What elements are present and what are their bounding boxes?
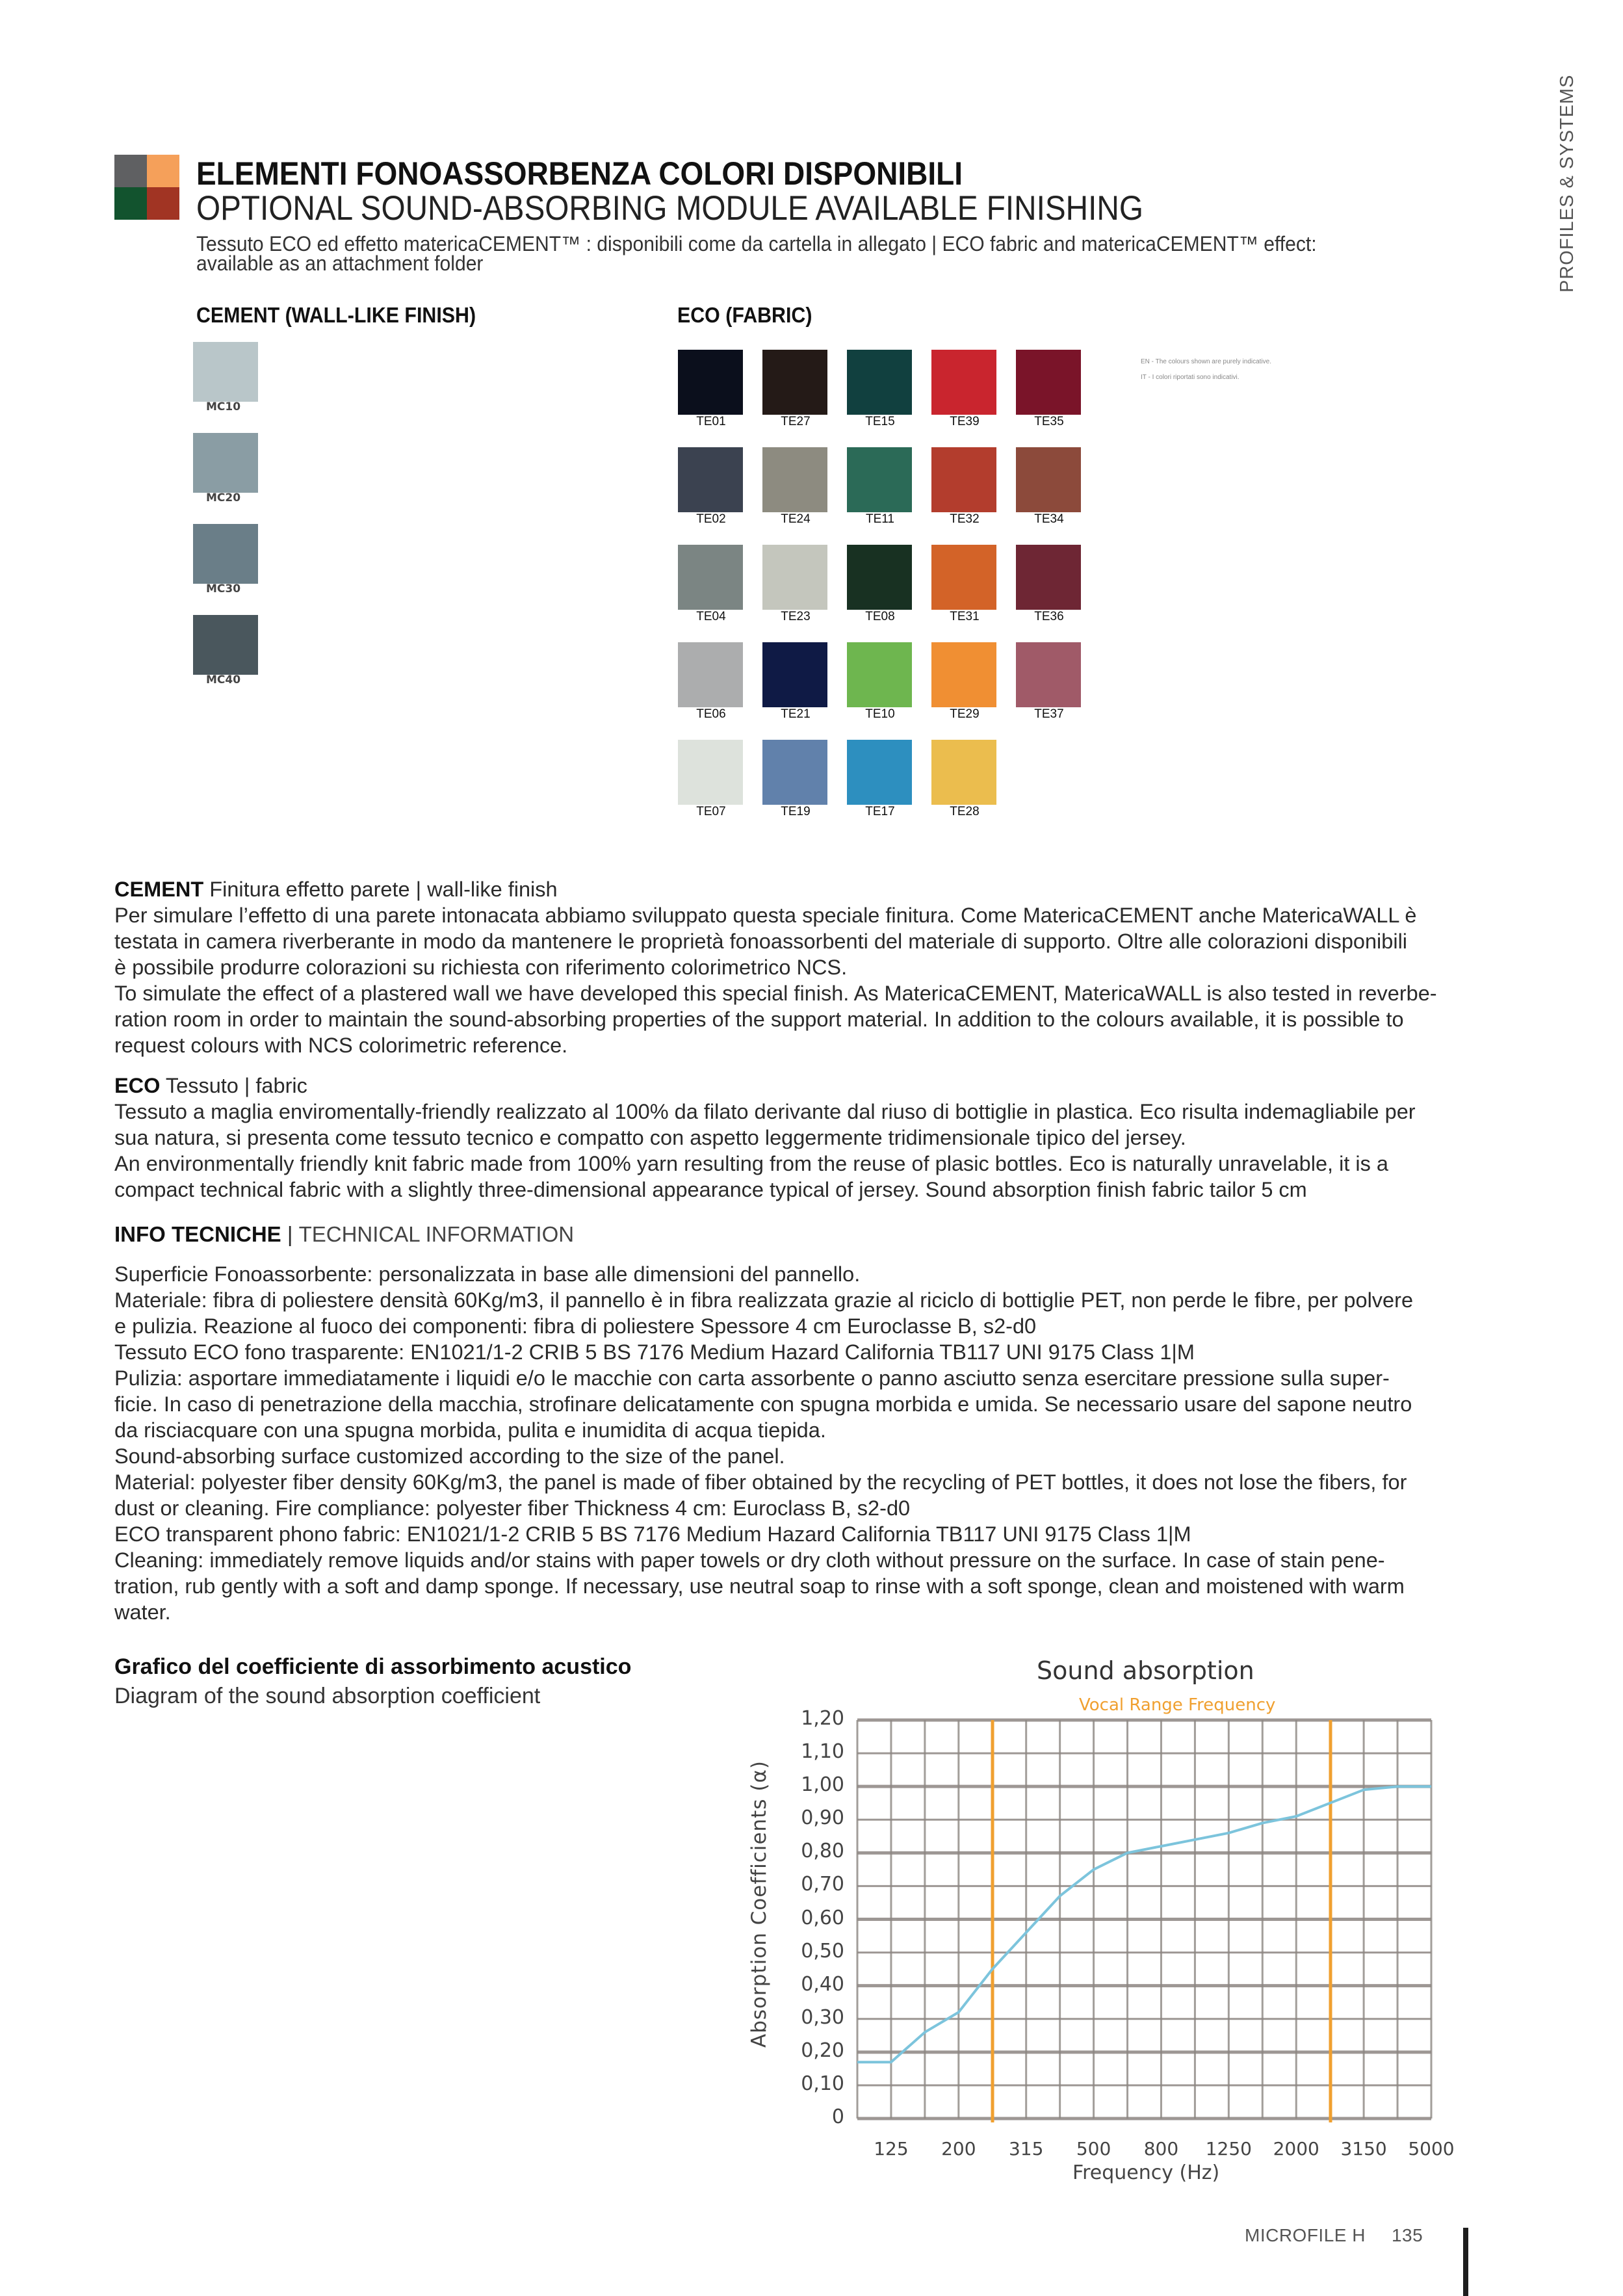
eco-swatch-code: TE06 <box>696 707 726 721</box>
text-line: tration, rub gently with a soft and damp sponge. If necessary, use neutral soap to rinse with a soft sponge, clean and moistened with warm <box>114 1574 1405 1598</box>
chart-y-tick: 0,10 <box>801 2072 844 2095</box>
eco-swatch-code: TE24 <box>781 512 811 526</box>
eco-heading: ECO (FABRIC) <box>677 303 812 327</box>
eco-swatch-code: TE28 <box>950 805 980 818</box>
eco-swatch-code: TE36 <box>1034 610 1064 623</box>
page-number: 135 <box>1391 2225 1423 2245</box>
eco-swatch-code: TE08 <box>865 610 895 623</box>
text-line: dust or cleaning. Fire compliance: polyester fiber Thickness 4 cm: Euroclass B, s2-d0 <box>114 1496 911 1520</box>
chart-y-axis-label: Absorption Coefficients (α) <box>747 1760 771 2048</box>
text-line: Pulizia: asportare immediatamente i liquidi e/o le macchie con carta assorbente o panno asciutto senza esercitare pressione sulla super- <box>114 1366 1390 1390</box>
eco-swatch-code: TE02 <box>696 512 726 526</box>
chart-x-axis-label: Frequency (Hz) <box>1072 2161 1220 2184</box>
page-footer <box>1245 2225 1423 2246</box>
text-line: To simulate the effect of a plastered wall we have developed this special finish. As MatericaCEMENT, MatericaWALL is also tested in reverbe- <box>114 982 1437 1005</box>
eco-swatch-code: TE21 <box>781 707 811 721</box>
info-heading-bold: INFO TECNICHE <box>114 1222 281 1246</box>
text-line: Per simulare l’effetto di una parete intonacata abbiamo sviluppato questa speciale finitura. Come MatericaCEMENT anche MatericaWALL è <box>114 904 1417 927</box>
cement-heading: CEMENT (WALL-LIKE FINISH) <box>196 303 476 327</box>
cement-swatch-code: MC30 <box>206 582 241 595</box>
chart-x-tick: 1250 <box>1205 2138 1252 2159</box>
eco-swatch-code: TE04 <box>696 610 726 623</box>
cement-swatch-code: MC10 <box>206 400 241 413</box>
chart-y-tick: 0,40 <box>801 1972 844 1996</box>
chart-y-tick: 1,10 <box>801 1740 844 1764</box>
chart-y-tick: 0,50 <box>801 1939 844 1963</box>
chart-y-tick: 1,20 <box>801 1707 844 1730</box>
info-heading-separator: | <box>281 1222 299 1246</box>
text-line: Cleaning: immediately remove liquids and/or stains with paper towels or dry cloth without pressure on the surface. In case of stain pene- <box>114 1548 1385 1572</box>
eco-swatch-code: TE31 <box>950 610 980 623</box>
footer-bar <box>1463 2228 1468 2296</box>
chart-y-tick: 0,80 <box>801 1840 844 1863</box>
page-title: ELEMENTI FONOASSORBENZA COLORI DISPONIBILI <box>196 155 963 192</box>
info-heading-light: TECHNICAL INFORMATION <box>298 1222 575 1246</box>
eco-swatch-code: TE32 <box>950 512 980 526</box>
eco-swatch-code: TE34 <box>1034 512 1064 526</box>
chart-y-tick: 0 <box>831 2106 844 2128</box>
text-line: ECO transparent phono fabric: EN1021/1-2 CRIB 5 BS 7176 Medium Hazard California TB117 UNI 9175 Class 1|M <box>114 1522 1191 1546</box>
text-line: water. <box>114 1600 171 1624</box>
text-line: testata in camera riverberante in modo da mantenere le proprietà fonoassorbenti del materiale di supporto. Oltre alle colorazioni disponibili <box>114 930 1408 953</box>
eco-swatch-code: TE17 <box>865 805 895 818</box>
eco-swatch-code: TE15 <box>865 415 895 428</box>
cement-label-light: Finitura effetto parete | wall-like finish <box>203 878 558 901</box>
absorption-curve <box>857 1786 1431 2062</box>
page-subtitle: OPTIONAL SOUND-ABSORBING MODULE AVAILABLE FINISHING <box>196 189 1143 228</box>
eco-swatch-code: TE19 <box>781 805 811 818</box>
chart-x-tick: 125 <box>874 2138 909 2159</box>
chart-y-tick: 0,20 <box>801 2039 844 2062</box>
chart-x-tick: 2000 <box>1273 2138 1319 2159</box>
text-line: è possibile produrre colorazioni su richiesta con riferimento colorimetrico NCS. <box>114 956 848 979</box>
text-line: Superficie Fonoassorbente: personalizzata in base alle dimensioni del pannello. <box>114 1262 861 1286</box>
text-line: Tessuto ECO fono trasparente: EN1021/1-2 CRIB 5 BS 7176 Medium Hazard California TB117 UNI 9175 Class 1|M <box>114 1340 1195 1364</box>
side-section-label: PROFILES & SYSTEMS <box>1557 74 1578 293</box>
text-line: da risciacquare con una spugna morbida, pulita e inumidita di acqua tiepida. <box>114 1418 826 1442</box>
page-description: Tessuto ECO ed effetto matericaCEMENT™ : disponibili come da cartella in allegato | ECO fabric and matericaCEMENT™ effect: available as an attachment folder <box>196 232 1317 275</box>
graph-caption-subtitle: Diagram of the sound absorption coefficient <box>114 1684 541 1708</box>
text-line: Materiale: fibra di poliestere densità 60Kg/m3, il pannello è in fibra realizzata grazie al riciclo di bottiglie PET, non perde le fibre, per polvere <box>114 1288 1414 1312</box>
cement-swatch-code: MC20 <box>206 491 241 504</box>
text-line: e pulizia. Reazione al fuoco dei componenti: fibra di poliestere Spessore 4 cm Euroclasse B, s2-d0 <box>114 1314 1037 1338</box>
text-line: Tessuto a maglia enviromentally-friendly realizzato al 100% da filato derivante dal riuso di bottiglie in plastica. Eco risulta indemagliabile per <box>114 1100 1416 1123</box>
footer-document-name: MICROFILE H <box>1245 2225 1366 2245</box>
eco-swatch-code: TE23 <box>781 610 811 623</box>
text-line: sua natura, si presenta come tessuto tecnico e compatto con aspetto leggermente tridimensionale tipico del jersey. <box>114 1126 1186 1149</box>
eco-swatch-code: TE10 <box>865 707 895 721</box>
eco-swatch-code: TE29 <box>950 707 980 721</box>
text-line: An environmentally friendly knit fabric made from 100% yarn resulting from the reuse of plasic bottles. Eco is naturally unravelable, it is a <box>114 1152 1388 1175</box>
chart-subtitle: Vocal Range Frequency <box>1079 1695 1276 1715</box>
chart-y-tick: 0,60 <box>801 1906 844 1929</box>
disclaimer-en: EN - The colours shown are purely indicative. <box>1141 358 1272 365</box>
text-line: compact technical fabric with a slightly three-dimensional appearance typical of jersey. Sound absorption finish fabric tailor 5 cm <box>114 1178 1307 1201</box>
chart-y-tick: 0,30 <box>801 2005 844 2029</box>
chart-x-tick: 200 <box>941 2138 976 2159</box>
graph-caption-title: Grafico del coefficiente di assorbimento acustico <box>114 1654 632 1679</box>
chart-x-tick: 5000 <box>1408 2138 1455 2159</box>
chart-title: Sound absorption <box>1037 1656 1254 1685</box>
eco-swatch-code: TE27 <box>781 415 811 428</box>
eco-swatch-code: TE35 <box>1034 415 1064 428</box>
cement-label-bold: CEMENT <box>114 878 204 901</box>
chart-y-tick: 0,70 <box>801 1873 844 1896</box>
eco-label-bold: ECO <box>114 1074 161 1097</box>
chart-y-tick: 0,90 <box>801 1807 844 1830</box>
text-line: request colours with NCS colorimetric reference. <box>114 1034 568 1057</box>
text-line: ration room in order to maintain the sound-absorbing properties of the support material. In addition to the colours available, it is possible to <box>114 1008 1404 1031</box>
text-line: Sound-absorbing surface customized according to the size of the panel. <box>114 1444 785 1468</box>
eco-swatch-code: TE11 <box>865 512 894 526</box>
eco-swatch-code: TE07 <box>696 805 726 818</box>
text-line: ficie. In caso di penetrazione della macchia, strofinare delicatamente con spugna morbida e umida. Se necessario usare del sapone neutro <box>114 1392 1412 1416</box>
chart-x-tick: 500 <box>1076 2138 1111 2159</box>
chart-x-tick: 315 <box>1008 2138 1044 2159</box>
eco-swatch-code: TE39 <box>950 415 980 428</box>
cement-swatch-code: MC40 <box>206 673 241 686</box>
chart-x-tick: 800 <box>1143 2138 1179 2159</box>
text-line: Material: polyester fiber density 60Kg/m3, the panel is made of fiber obtained by the recycling of PET bottles, it does not lose the fibers, for <box>114 1470 1407 1494</box>
chart-x-tick: 3150 <box>1340 2138 1387 2159</box>
eco-label-light: Tessuto | fabric <box>160 1074 307 1097</box>
eco-swatch-code: TE01 <box>696 415 726 428</box>
disclaimer-it: IT - I colori riportati sono indicativi. <box>1141 374 1240 381</box>
chart-y-tick: 1,00 <box>801 1773 844 1797</box>
eco-swatch-code: TE37 <box>1034 707 1064 721</box>
